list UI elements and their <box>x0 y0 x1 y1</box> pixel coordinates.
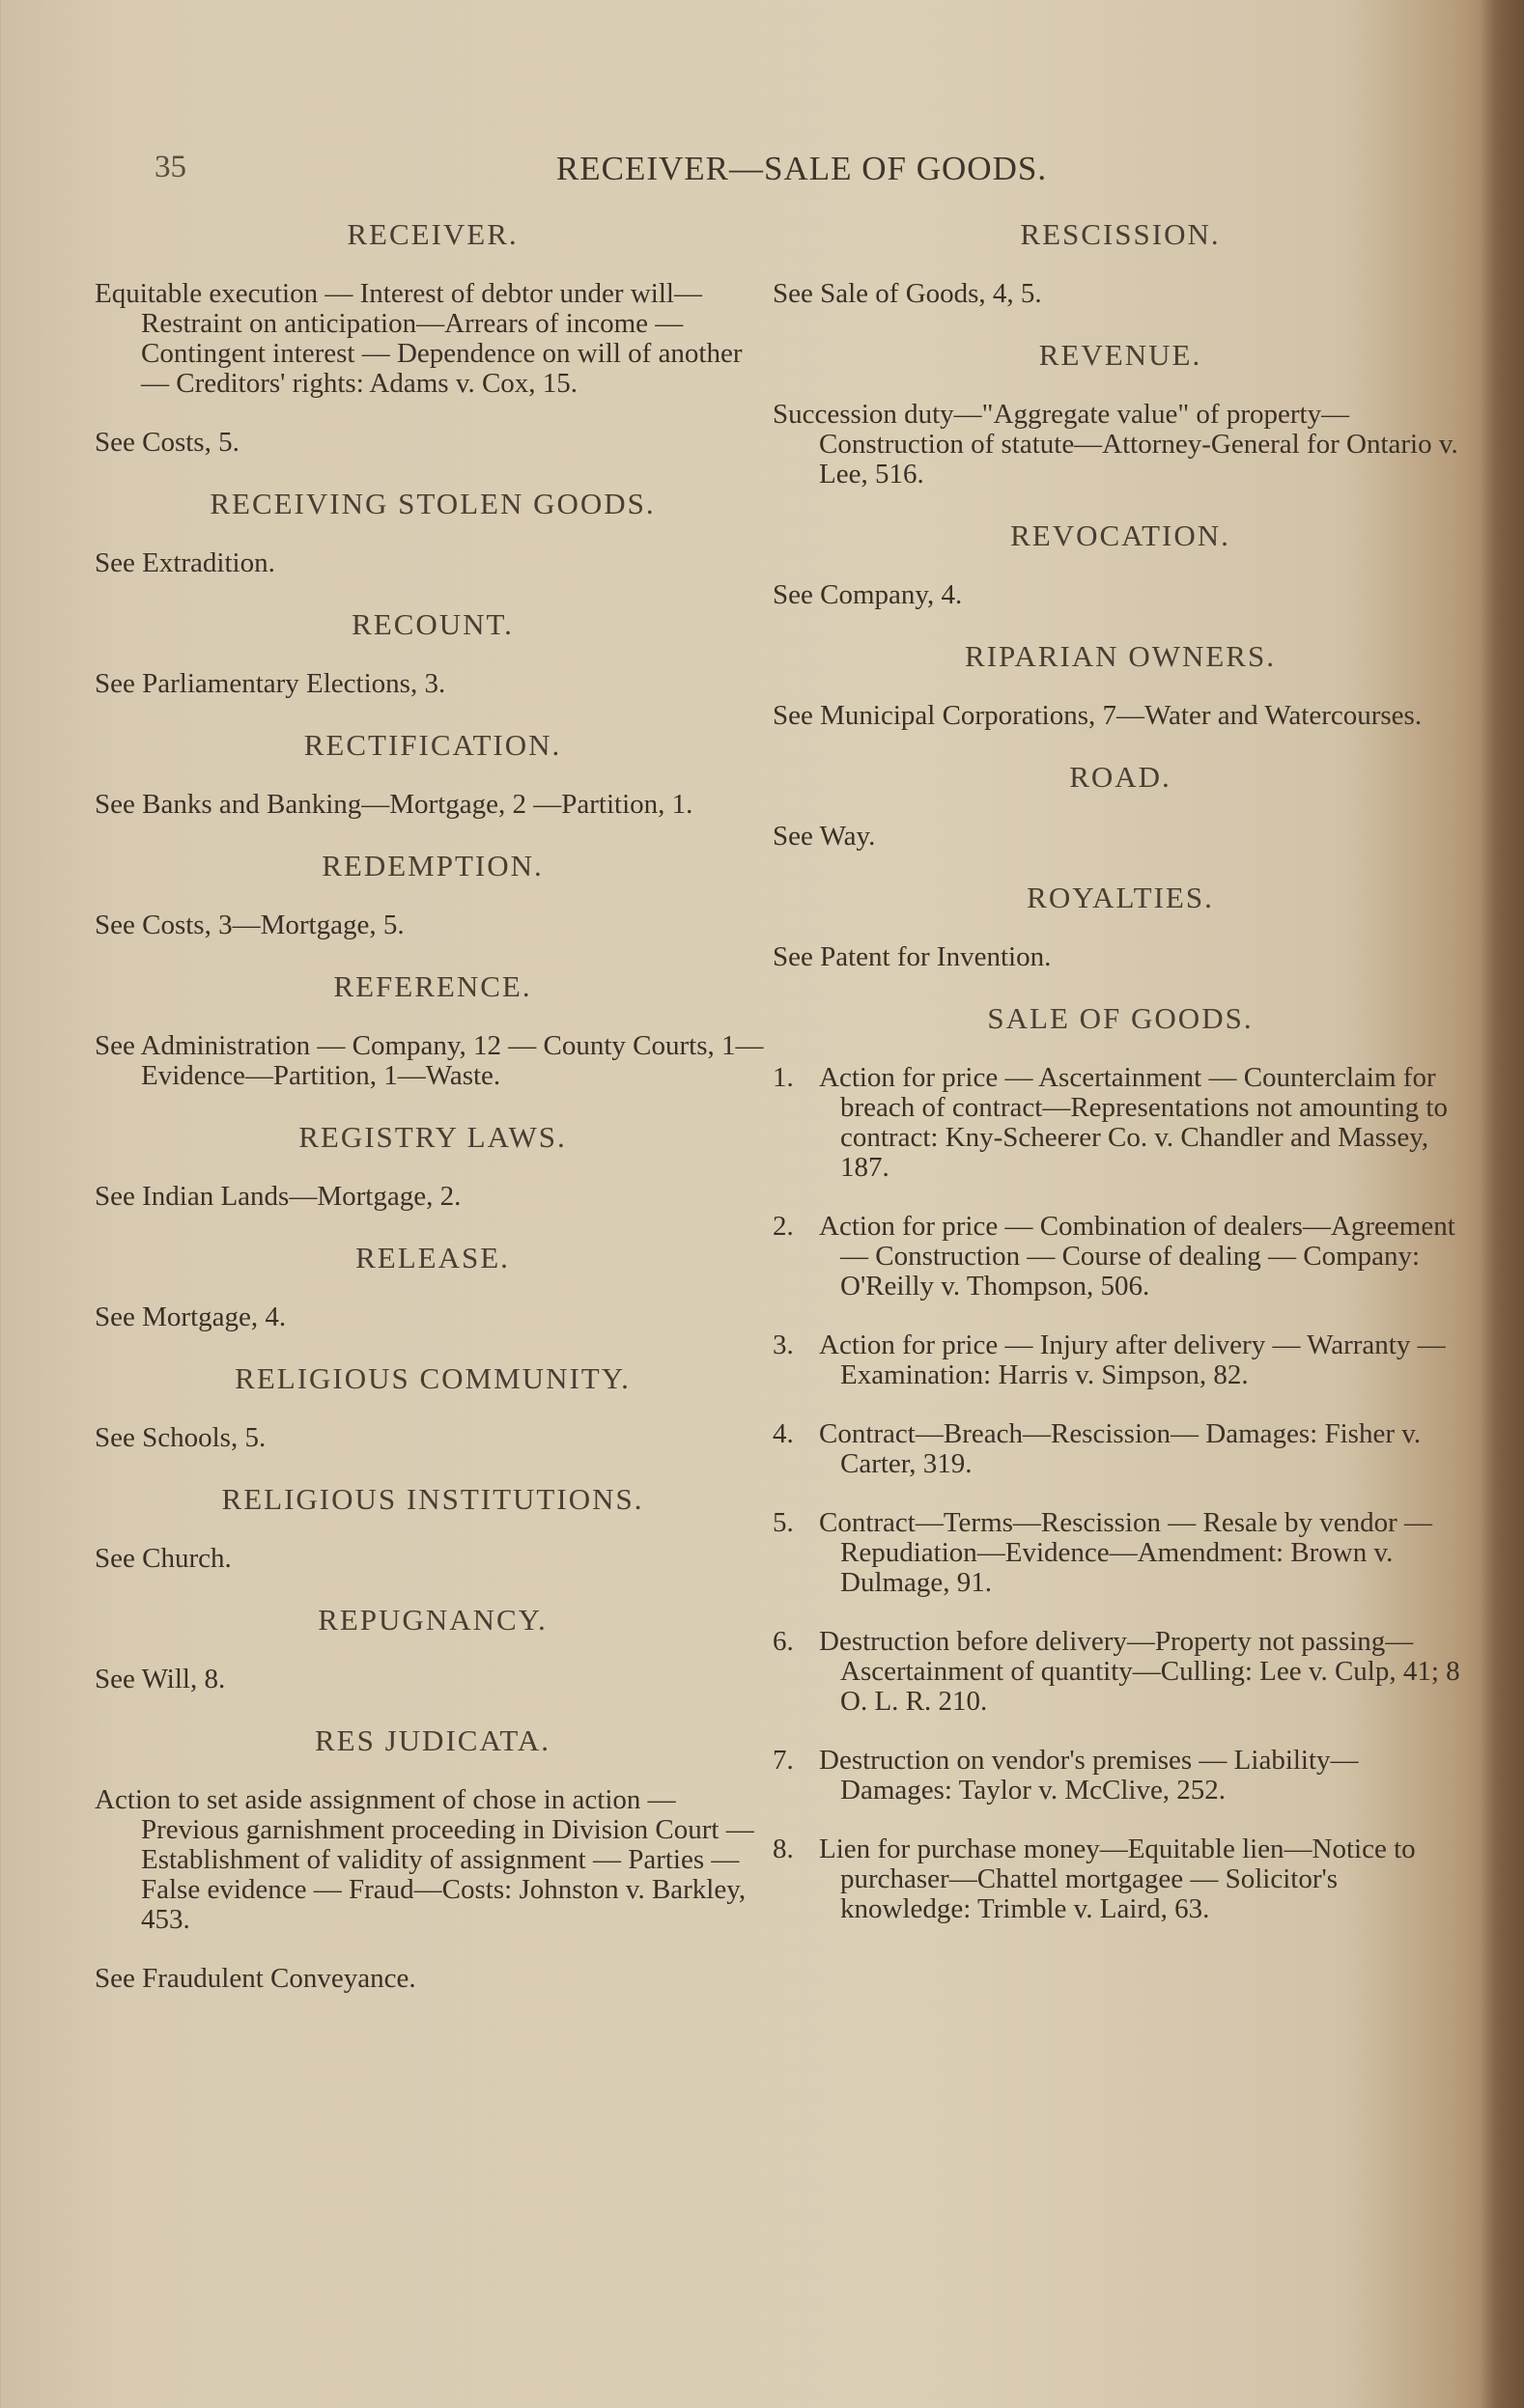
entry-number: 4. <box>773 1418 794 1449</box>
entry-text: See Patent for Invention. <box>773 941 1052 972</box>
entry-heading: REDEMPTION. <box>322 849 544 882</box>
entry-text: See Sale of Goods, 4, 5. <box>773 278 1042 309</box>
entry-number: 2. <box>773 1211 794 1242</box>
entry-text: See Costs, 3—Mortgage, 5. <box>95 910 405 940</box>
entry-heading: ROAD. <box>1069 760 1171 794</box>
entry-heading: RECEIVING STOLEN GOODS. <box>210 487 656 520</box>
entry-text: See Schools, 5. <box>95 1422 267 1453</box>
entry-text: See Way. <box>773 821 876 852</box>
entry-text: Action to set aside assignment of chose in action — Previous garnishment proceeding in Division Court — Establishment of validity of assignment — Parties — False evidence — Fraud—Costs: Johnston v. Barkley, 453. <box>95 1784 754 1935</box>
entry-number: 8. <box>773 1834 794 1864</box>
entry-heading: REGISTRY LAWS. <box>298 1120 567 1154</box>
numbered-entry <box>773 1330 1468 1390</box>
numbered-entry <box>773 1627 1468 1717</box>
entry-text: Action for price — Combination of dealers—Agreement — Construction — Course of dealing — Company: O'Reilly v. Thompson, 506. <box>819 1211 1455 1302</box>
numbered-entry <box>773 1508 1468 1598</box>
entry-heading: RIPARIAN OWNERS. <box>965 639 1276 673</box>
right-column <box>773 217 1468 1953</box>
entry-heading: RECTIFICATION. <box>303 728 562 762</box>
entry-text: Action for price — Injury after delivery — Warranty — Examination: Harris v. Simpson, 82. <box>819 1330 1446 1390</box>
numbered-entry <box>773 1746 1468 1806</box>
page-header <box>0 150 1524 198</box>
entry-text: See Will, 8. <box>95 1664 226 1694</box>
entry-text: See Extradition. <box>95 547 275 578</box>
entry-text: Action for price — Ascertainment — Counterclaim for breach of contract—Representations not amounting to contract: Kny-Scheerer Co. v. Chandler and Massey, 187. <box>819 1062 1448 1183</box>
entry-text: Lien for purchase money—Equitable lien—Notice to purchaser—Chattel mortgagee — Solicitor's knowledge: Trimble v. Laird, 63. <box>819 1834 1416 1924</box>
entry-heading: ROYALTIES. <box>1027 881 1214 914</box>
entry-text: See Fraudulent Conveyance. <box>95 1963 416 1994</box>
entry-heading: RECEIVER. <box>347 217 519 251</box>
entry-text: See Mortgage, 4. <box>95 1302 287 1332</box>
entry-number: 6. <box>773 1626 794 1657</box>
entry-number: 5. <box>773 1507 794 1538</box>
entry-text: Contract—Breach—Rescission— Damages: Fisher v. Carter, 319. <box>819 1418 1422 1479</box>
book-spine-shadow <box>1480 0 1524 2408</box>
entry-number: 3. <box>773 1330 794 1360</box>
entry-heading: REFERENCE. <box>333 969 532 1003</box>
entry-heading: RELEASE. <box>355 1241 510 1274</box>
numbered-entry <box>773 1419 1468 1479</box>
entry-text: See Church. <box>95 1543 232 1574</box>
entry-text: Destruction on vendor's premises — Liability—Damages: Taylor v. McClive, 252. <box>819 1745 1359 1806</box>
entry-heading: REVENUE. <box>1038 338 1202 372</box>
entry-text: Contract—Terms—Rescission — Resale by vendor — Repudiation—Evidence—Amendment: Brown v. Dulmage, 91. <box>819 1507 1433 1598</box>
entry-heading: RESCISSION. <box>1020 217 1221 251</box>
entry-text: Equitable execution — Interest of debtor under will—Restraint on anticipation—Arrears of income — Contingent interest — Dependence on will of another — Creditors' rights: Adams v. Cox, 15. <box>95 278 743 399</box>
left-column <box>95 217 771 2023</box>
numbered-entry <box>773 1834 1468 1924</box>
entry-text: Succession duty—"Aggregate value" of property—Construction of statute—Attorney-General for Ontario v. Lee, 516. <box>773 399 1458 490</box>
entry-heading: REPUGNANCY. <box>318 1603 548 1637</box>
entry-text: See Banks and Banking—Mortgage, 2 —Partition, 1. <box>95 789 693 820</box>
entry-text: See Administration — Company, 12 — County Courts, 1—Evidence—Partition, 1—Waste. <box>95 1030 764 1091</box>
entry-heading: RELIGIOUS INSTITUTIONS. <box>221 1482 644 1516</box>
entry-number: 1. <box>773 1062 794 1093</box>
entry-text: See Company, 4. <box>773 579 963 610</box>
numbered-entry <box>773 1063 1468 1183</box>
entry-heading: RECOUNT. <box>352 607 514 641</box>
running-title: RECEIVER—SALE OF GOODS. <box>555 150 1048 187</box>
entry-text: Destruction before delivery—Property not passing—Ascertainment of quantity—Culling: Lee v. Culp, 41; 8 O. L. R. 210. <box>819 1626 1460 1717</box>
entry-heading: REVOCATION. <box>1010 518 1230 552</box>
entry-text: See Costs, 5. <box>95 427 240 458</box>
entry-heading: RES JUDICATA. <box>315 1723 550 1757</box>
page-number: 35 <box>155 150 186 184</box>
entry-text: See Parliamentary Elections, 3. <box>95 668 446 699</box>
numbered-entry <box>773 1212 1468 1302</box>
entry-text: See Indian Lands—Mortgage, 2. <box>95 1181 462 1212</box>
entry-heading: SALE OF GOODS. <box>987 1001 1254 1035</box>
entry-text: See Municipal Corporations, 7—Water and Watercourses. <box>773 700 1423 731</box>
entry-heading: RELIGIOUS COMMUNITY. <box>235 1361 631 1395</box>
entry-number: 7. <box>773 1745 794 1776</box>
